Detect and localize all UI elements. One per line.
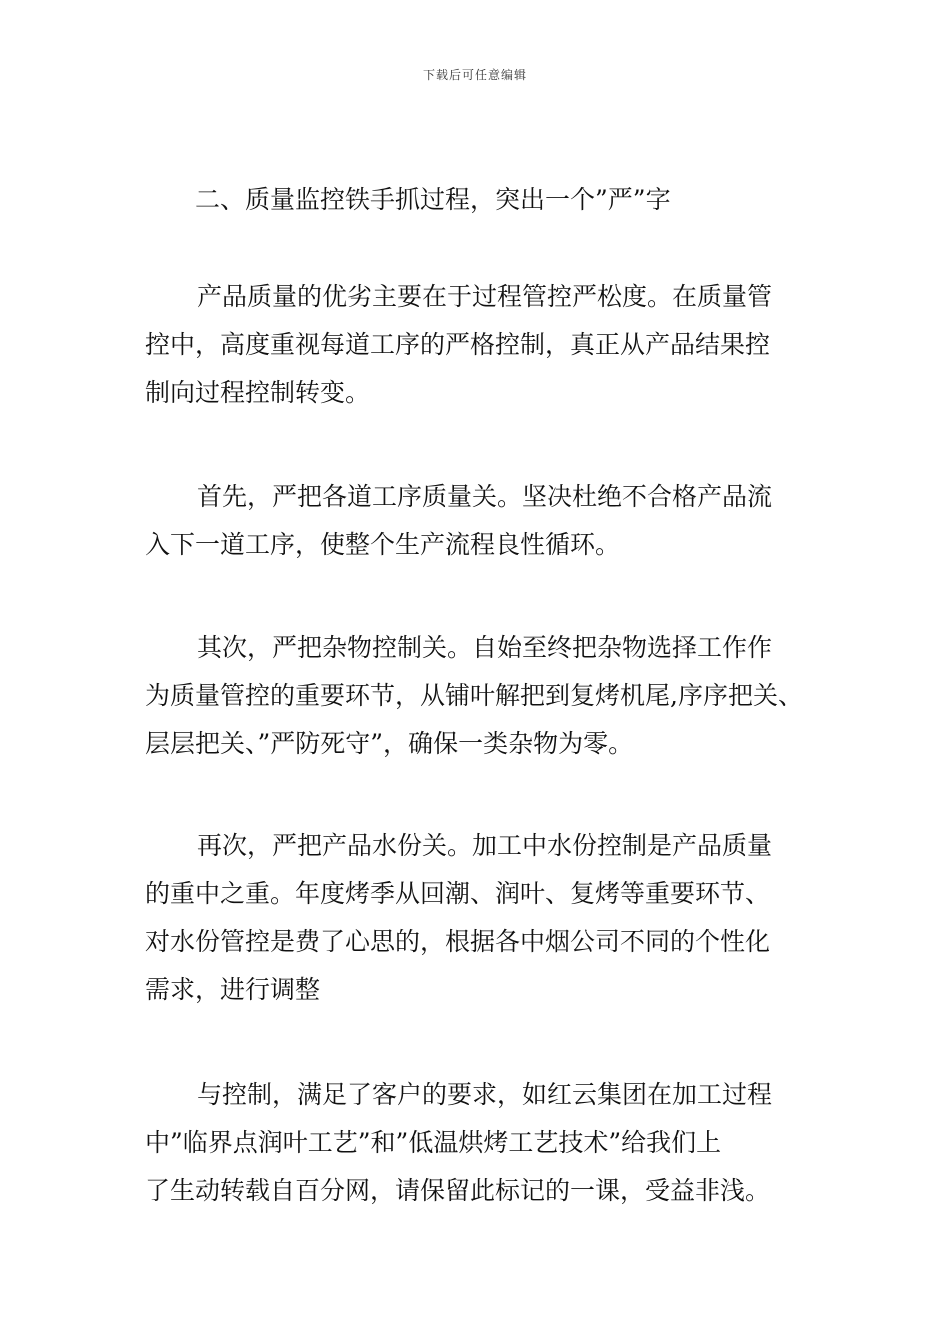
paragraph-line: 层层把关、”严防死守”，确保一类杂物为零。	[145, 729, 634, 758]
paragraph-line: 中”临界点润叶工艺”和”低温烘烤工艺技术”给我们上	[145, 1128, 722, 1157]
paragraph-line: 首先，严把各道工序质量关。坚决杜绝不合格产品流	[197, 482, 773, 511]
paragraph-line: 对水份管控是费了心思的，根据各中烟公司不同的个性化	[145, 927, 771, 956]
paragraph-line: 其次，严把杂物控制关。自始至终把杂物选择工作作	[197, 633, 773, 662]
paragraph-line: 为质量管控的重要环节，从铺叶解把到复烤机尾,序序把关、	[145, 681, 803, 710]
paragraph-process-control	[145, 273, 815, 417]
paragraph-first-point	[145, 473, 815, 569]
paragraph-line: 产品质量的优劣主要在于过程管控严松度。在质量管	[197, 282, 773, 311]
paragraph-line: 制向过程控制转变。	[145, 378, 371, 407]
paragraph-line: 再次，严把产品水份关。加工中水份控制是产品质量	[197, 831, 773, 860]
paragraph-second-point	[145, 624, 815, 768]
paragraph-line: 了生动转载自百分网，请保留此标记的一课，受益非浅。	[145, 1176, 771, 1205]
paragraph-third-point	[145, 822, 815, 1014]
paragraph-line: 的重中之重。年度烤季从回潮、润叶、复烤等重要环节、	[145, 879, 771, 908]
paragraph-line: 控中，高度重视每道工序的严格控制，真正从产品结果控	[145, 330, 771, 359]
header-note: 下载后可任意编辑	[422, 68, 527, 82]
section-heading: 二、质量监控铁手抓过程，突出一个”严”字	[195, 185, 671, 214]
paragraph-line: 与控制，满足了客户的要求，如红云集团在加工过程	[197, 1080, 773, 1109]
paragraph-line: 需求，进行调整	[145, 975, 321, 1004]
paragraph-line: 入下一道工序，使整个生产流程良性循环。	[145, 530, 621, 559]
paragraph-customer-example	[145, 1071, 815, 1215]
